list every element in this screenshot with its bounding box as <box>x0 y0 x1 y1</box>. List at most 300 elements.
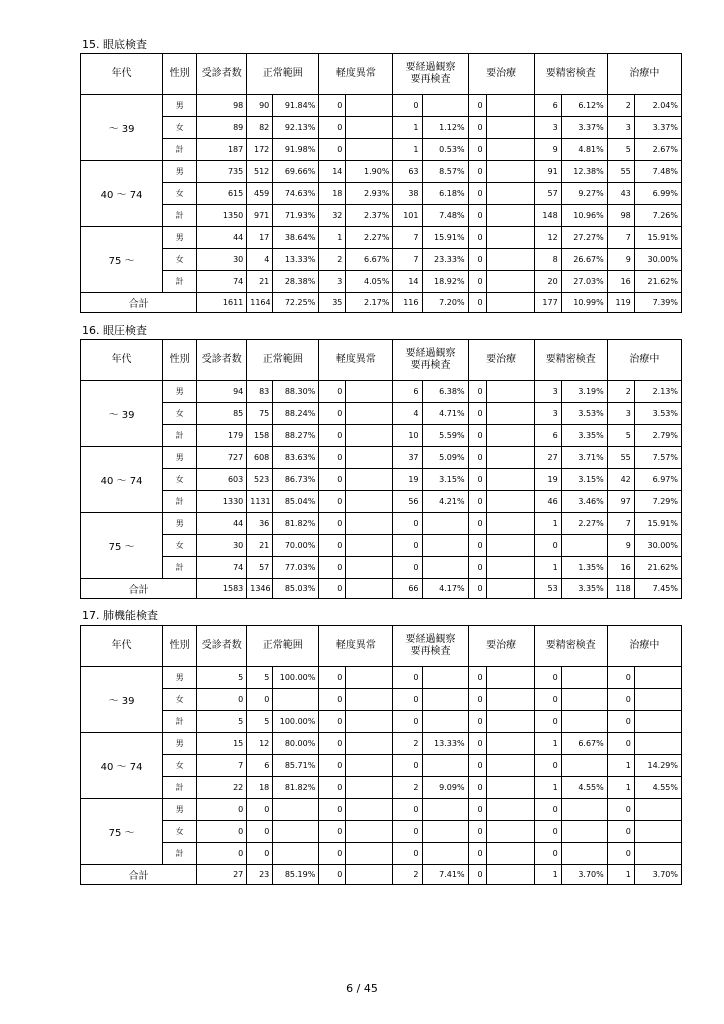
total-section <box>81 579 682 599</box>
value-cell: 1 <box>607 755 634 777</box>
sex-cell: 男 <box>163 513 197 535</box>
value-cell: 32 <box>319 205 346 227</box>
column-header: 性別 <box>163 340 197 381</box>
value-cell: 101 <box>393 205 422 227</box>
value-cell: 6.38% <box>422 381 468 403</box>
value-cell <box>561 667 607 689</box>
total-value-cell: 3.70% <box>634 865 681 885</box>
value-cell: 12 <box>247 733 273 755</box>
value-cell: 3 <box>534 117 561 139</box>
total-value-cell: 1164 <box>247 293 273 313</box>
value-cell: 21.62% <box>634 271 681 293</box>
value-cell: 81.82% <box>273 513 319 535</box>
value-cell: 0 <box>534 755 561 777</box>
value-cell <box>273 799 319 821</box>
value-cell: 43 <box>607 183 634 205</box>
age-group-label: ～ 39 <box>81 381 163 447</box>
total-value-cell <box>486 865 534 885</box>
value-cell: 30 <box>197 535 247 557</box>
value-cell: 0 <box>468 183 486 205</box>
value-cell: 0 <box>468 821 486 843</box>
sex-cell: 男 <box>163 667 197 689</box>
value-cell <box>486 183 534 205</box>
value-cell: 1 <box>319 227 346 249</box>
value-cell: 89 <box>197 117 247 139</box>
value-cell <box>486 733 534 755</box>
value-cell: 3.35% <box>561 425 607 447</box>
value-cell: 6 <box>393 381 422 403</box>
value-cell: 2.37% <box>346 205 393 227</box>
value-cell: 2.27% <box>561 513 607 535</box>
total-row <box>81 293 682 313</box>
value-cell <box>561 821 607 843</box>
value-cell <box>346 557 393 579</box>
sex-cell: 女 <box>163 249 197 271</box>
value-cell: 735 <box>197 161 247 183</box>
value-cell: 0 <box>197 689 247 711</box>
value-cell <box>346 491 393 513</box>
value-cell: 0 <box>468 381 486 403</box>
value-cell: 0 <box>468 557 486 579</box>
value-cell: 3 <box>607 403 634 425</box>
value-cell: 0 <box>468 161 486 183</box>
total-value-cell <box>346 579 393 599</box>
table-row <box>81 557 682 579</box>
value-cell <box>634 711 681 733</box>
value-cell: 1.35% <box>561 557 607 579</box>
value-cell: 7 <box>197 755 247 777</box>
value-cell: 9 <box>607 535 634 557</box>
value-cell: 0 <box>468 535 486 557</box>
value-cell: 0 <box>393 799 422 821</box>
column-header: 性別 <box>163 54 197 95</box>
value-cell: 0 <box>468 95 486 117</box>
table-row <box>81 425 682 447</box>
value-cell <box>561 843 607 865</box>
sex-cell: 男 <box>163 161 197 183</box>
value-cell: 0 <box>534 799 561 821</box>
value-cell <box>486 117 534 139</box>
age-group-label: 75 ～ <box>81 799 163 865</box>
value-cell: 0 <box>393 95 422 117</box>
value-cell: 4.71% <box>422 403 468 425</box>
results-table <box>80 625 682 885</box>
value-cell: 2 <box>393 777 422 799</box>
value-cell <box>486 755 534 777</box>
table-row <box>81 447 682 469</box>
value-cell: 0 <box>247 799 273 821</box>
sex-cell: 女 <box>163 821 197 843</box>
value-cell: 6.18% <box>422 183 468 205</box>
value-cell: 7.57% <box>634 447 681 469</box>
column-header: 年代 <box>81 54 163 95</box>
value-cell <box>634 843 681 865</box>
value-cell: 100.00% <box>273 667 319 689</box>
value-cell: 0 <box>393 513 422 535</box>
value-cell: 69.66% <box>273 161 319 183</box>
value-cell: 0 <box>468 403 486 425</box>
age-group-label: 40 ～ 74 <box>81 161 163 227</box>
value-cell: 12.38% <box>561 161 607 183</box>
column-header: 正常範囲 <box>247 626 319 667</box>
value-cell: 9 <box>534 139 561 161</box>
value-cell: 0 <box>393 755 422 777</box>
column-header: 受診者数 <box>197 626 247 667</box>
value-cell: 14 <box>319 161 346 183</box>
age-group-label: 40 ～ 74 <box>81 447 163 513</box>
sex-cell: 男 <box>163 95 197 117</box>
column-header: 要経過観察 要再検査 <box>393 626 468 667</box>
value-cell: 1 <box>534 557 561 579</box>
header-row <box>81 626 682 667</box>
value-cell: 27.03% <box>561 271 607 293</box>
value-cell: 1 <box>534 513 561 535</box>
total-value-cell: 119 <box>607 293 634 313</box>
sex-cell: 計 <box>163 711 197 733</box>
column-header: 要治療 <box>468 626 534 667</box>
value-cell: 18 <box>247 777 273 799</box>
value-cell <box>346 777 393 799</box>
value-cell: 100.00% <box>273 711 319 733</box>
value-cell: 44 <box>197 227 247 249</box>
value-cell: 30.00% <box>634 535 681 557</box>
value-cell <box>486 249 534 271</box>
value-cell: 3.19% <box>561 381 607 403</box>
sex-cell: 女 <box>163 689 197 711</box>
sex-cell: 男 <box>163 447 197 469</box>
total-value-cell: 53 <box>534 579 561 599</box>
value-cell: 12 <box>534 227 561 249</box>
value-cell <box>486 271 534 293</box>
value-cell: 21 <box>247 271 273 293</box>
value-cell: 27 <box>534 447 561 469</box>
sex-cell: 女 <box>163 183 197 205</box>
value-cell: 75 <box>247 403 273 425</box>
value-cell: 86.73% <box>273 469 319 491</box>
total-row <box>81 865 682 885</box>
value-cell <box>486 469 534 491</box>
value-cell: 0 <box>468 667 486 689</box>
value-cell: 21 <box>247 535 273 557</box>
value-cell <box>346 843 393 865</box>
value-cell: 0 <box>319 139 346 161</box>
value-cell <box>634 733 681 755</box>
value-cell <box>486 711 534 733</box>
table-row <box>81 667 682 689</box>
total-label: 合計 <box>81 865 197 885</box>
value-cell: 0 <box>319 557 346 579</box>
value-cell: 5 <box>197 711 247 733</box>
value-cell: 0 <box>534 667 561 689</box>
value-cell <box>486 403 534 425</box>
value-cell: 3.71% <box>561 447 607 469</box>
value-cell: 94 <box>197 381 247 403</box>
value-cell: 55 <box>607 161 634 183</box>
value-cell: 88.30% <box>273 381 319 403</box>
value-cell: 0 <box>468 227 486 249</box>
value-cell: 2.27% <box>346 227 393 249</box>
value-cell: 0 <box>393 711 422 733</box>
value-cell: 6.97% <box>634 469 681 491</box>
value-cell: 0 <box>468 689 486 711</box>
value-cell: 74 <box>197 557 247 579</box>
value-cell: 6 <box>534 95 561 117</box>
table-row <box>81 249 682 271</box>
total-value-cell: 66 <box>393 579 422 599</box>
total-value-cell: 7.20% <box>422 293 468 313</box>
value-cell: 14 <box>393 271 422 293</box>
value-cell: 4.05% <box>346 271 393 293</box>
column-header: 要経過観察 要再検査 <box>393 340 468 381</box>
value-cell <box>346 513 393 535</box>
value-cell: 0 <box>319 381 346 403</box>
value-cell: 0 <box>319 799 346 821</box>
value-cell <box>346 425 393 447</box>
value-cell: 0 <box>319 821 346 843</box>
value-cell: 2.13% <box>634 381 681 403</box>
sex-cell: 女 <box>163 117 197 139</box>
value-cell <box>486 205 534 227</box>
age-group <box>81 447 682 513</box>
table-row <box>81 227 682 249</box>
value-cell: 0 <box>468 117 486 139</box>
value-cell: 57 <box>247 557 273 579</box>
value-cell: 0 <box>468 139 486 161</box>
value-cell: 97 <box>607 491 634 513</box>
value-cell: 5 <box>607 425 634 447</box>
results-table <box>80 53 682 313</box>
value-cell: 0 <box>468 777 486 799</box>
column-header: 受診者数 <box>197 54 247 95</box>
value-cell <box>486 689 534 711</box>
column-header: 正常範囲 <box>247 340 319 381</box>
value-cell: 0 <box>468 711 486 733</box>
total-value-cell: 7.41% <box>422 865 468 885</box>
value-cell <box>422 557 468 579</box>
value-cell: 2.79% <box>634 425 681 447</box>
value-cell: 2 <box>607 381 634 403</box>
total-value-cell: 85.03% <box>273 579 319 599</box>
sex-cell: 男 <box>163 381 197 403</box>
value-cell <box>486 381 534 403</box>
value-cell: 7.48% <box>422 205 468 227</box>
value-cell: 608 <box>247 447 273 469</box>
value-cell: 0 <box>319 117 346 139</box>
value-cell: 5 <box>197 667 247 689</box>
total-value-cell: 1 <box>534 865 561 885</box>
value-cell: 92.13% <box>273 117 319 139</box>
table-row <box>81 271 682 293</box>
value-cell: 15.91% <box>634 513 681 535</box>
value-cell <box>561 689 607 711</box>
value-cell: 4.55% <box>561 777 607 799</box>
table-row <box>81 689 682 711</box>
value-cell: 0 <box>319 513 346 535</box>
value-cell: 1330 <box>197 491 247 513</box>
value-cell: 7.48% <box>634 161 681 183</box>
value-cell: 16 <box>607 557 634 579</box>
total-value-cell: 2.17% <box>346 293 393 313</box>
value-cell: 0 <box>468 799 486 821</box>
value-cell: 74.63% <box>273 183 319 205</box>
value-cell: 1350 <box>197 205 247 227</box>
value-cell: 6 <box>534 425 561 447</box>
value-cell <box>346 535 393 557</box>
value-cell <box>346 689 393 711</box>
value-cell: 15.91% <box>422 227 468 249</box>
value-cell: 0 <box>197 821 247 843</box>
value-cell <box>486 227 534 249</box>
value-cell: 26.67% <box>561 249 607 271</box>
value-cell: 7 <box>393 249 422 271</box>
total-value-cell: 4.17% <box>422 579 468 599</box>
value-cell: 187 <box>197 139 247 161</box>
page-number: 6 / 45 <box>346 982 378 995</box>
total-value-cell: 0 <box>319 865 346 885</box>
value-cell: 0 <box>468 271 486 293</box>
total-value-cell: 0 <box>319 579 346 599</box>
value-cell: 6 <box>247 755 273 777</box>
column-header: 要治療 <box>468 54 534 95</box>
value-cell: 4.55% <box>634 777 681 799</box>
sex-cell: 計 <box>163 843 197 865</box>
value-cell: 4 <box>393 403 422 425</box>
value-cell: 158 <box>247 425 273 447</box>
table-row <box>81 469 682 491</box>
value-cell <box>634 821 681 843</box>
value-cell: 0 <box>607 689 634 711</box>
table-row <box>81 513 682 535</box>
value-cell <box>634 689 681 711</box>
value-cell <box>422 689 468 711</box>
column-header: 正常範囲 <box>247 54 319 95</box>
total-value-cell: 27 <box>197 865 247 885</box>
table-row <box>81 733 682 755</box>
value-cell: 21.62% <box>634 557 681 579</box>
column-header: 治療中 <box>607 626 681 667</box>
value-cell: 0 <box>319 425 346 447</box>
value-cell: 63 <box>393 161 422 183</box>
value-cell: 88.27% <box>273 425 319 447</box>
value-cell: 3.53% <box>634 403 681 425</box>
value-cell <box>422 821 468 843</box>
value-cell: 0 <box>468 733 486 755</box>
value-cell: 603 <box>197 469 247 491</box>
value-cell: 6.12% <box>561 95 607 117</box>
value-cell <box>273 843 319 865</box>
header-row <box>81 54 682 95</box>
value-cell: 23.33% <box>422 249 468 271</box>
value-cell: 2 <box>607 95 634 117</box>
value-cell: 38.64% <box>273 227 319 249</box>
value-cell <box>346 447 393 469</box>
value-cell: 71.93% <box>273 205 319 227</box>
value-cell: 0 <box>607 843 634 865</box>
value-cell: 0 <box>468 843 486 865</box>
age-group <box>81 381 682 447</box>
sex-cell: 計 <box>163 557 197 579</box>
age-group <box>81 799 682 865</box>
value-cell: 7.26% <box>634 205 681 227</box>
value-cell: 4.81% <box>561 139 607 161</box>
value-cell <box>346 469 393 491</box>
value-cell <box>486 95 534 117</box>
value-cell: 0 <box>319 491 346 513</box>
value-cell: 91 <box>534 161 561 183</box>
value-cell: 83 <box>247 381 273 403</box>
value-cell: 18.92% <box>422 271 468 293</box>
total-value-cell: 118 <box>607 579 634 599</box>
value-cell: 30.00% <box>634 249 681 271</box>
value-cell <box>346 95 393 117</box>
age-group <box>81 95 682 161</box>
value-cell <box>561 755 607 777</box>
value-cell: 44 <box>197 513 247 535</box>
value-cell: 0 <box>607 821 634 843</box>
value-cell: 6.99% <box>634 183 681 205</box>
value-cell <box>486 799 534 821</box>
value-cell: 7 <box>393 227 422 249</box>
total-value-cell <box>486 579 534 599</box>
value-cell: 85 <box>197 403 247 425</box>
column-header: 年代 <box>81 340 163 381</box>
sex-cell: 計 <box>163 491 197 513</box>
total-section <box>81 865 682 885</box>
value-cell: 2 <box>393 733 422 755</box>
value-cell <box>346 117 393 139</box>
sex-cell: 女 <box>163 535 197 557</box>
value-cell: 0 <box>534 843 561 865</box>
value-cell: 7 <box>607 513 634 535</box>
value-cell: 70.00% <box>273 535 319 557</box>
value-cell: 14.29% <box>634 755 681 777</box>
total-row <box>81 579 682 599</box>
value-cell <box>346 139 393 161</box>
sex-cell: 女 <box>163 403 197 425</box>
value-cell: 15 <box>197 733 247 755</box>
results-table <box>80 339 682 599</box>
total-value-cell: 10.99% <box>561 293 607 313</box>
value-cell <box>422 95 468 117</box>
total-value-cell: 7.45% <box>634 579 681 599</box>
value-cell: 13.33% <box>273 249 319 271</box>
value-cell: 38 <box>393 183 422 205</box>
value-cell: 0 <box>319 447 346 469</box>
value-cell: 4 <box>247 249 273 271</box>
age-group <box>81 227 682 293</box>
value-cell: 2.04% <box>634 95 681 117</box>
value-cell <box>486 513 534 535</box>
value-cell: 27.27% <box>561 227 607 249</box>
value-cell <box>346 711 393 733</box>
age-group <box>81 161 682 227</box>
value-cell: 727 <box>197 447 247 469</box>
value-cell: 3.37% <box>561 117 607 139</box>
value-cell: 3 <box>319 271 346 293</box>
value-cell: 9.09% <box>422 777 468 799</box>
total-value-cell: 72.25% <box>273 293 319 313</box>
value-cell: 0 <box>393 557 422 579</box>
value-cell <box>422 843 468 865</box>
value-cell: 5.59% <box>422 425 468 447</box>
value-cell: 0 <box>468 249 486 271</box>
age-group-label: 40 ～ 74 <box>81 733 163 799</box>
table-row <box>81 843 682 865</box>
table-row <box>81 777 682 799</box>
value-cell: 1131 <box>247 491 273 513</box>
value-cell: 179 <box>197 425 247 447</box>
column-header: 軽度異常 <box>319 54 393 95</box>
